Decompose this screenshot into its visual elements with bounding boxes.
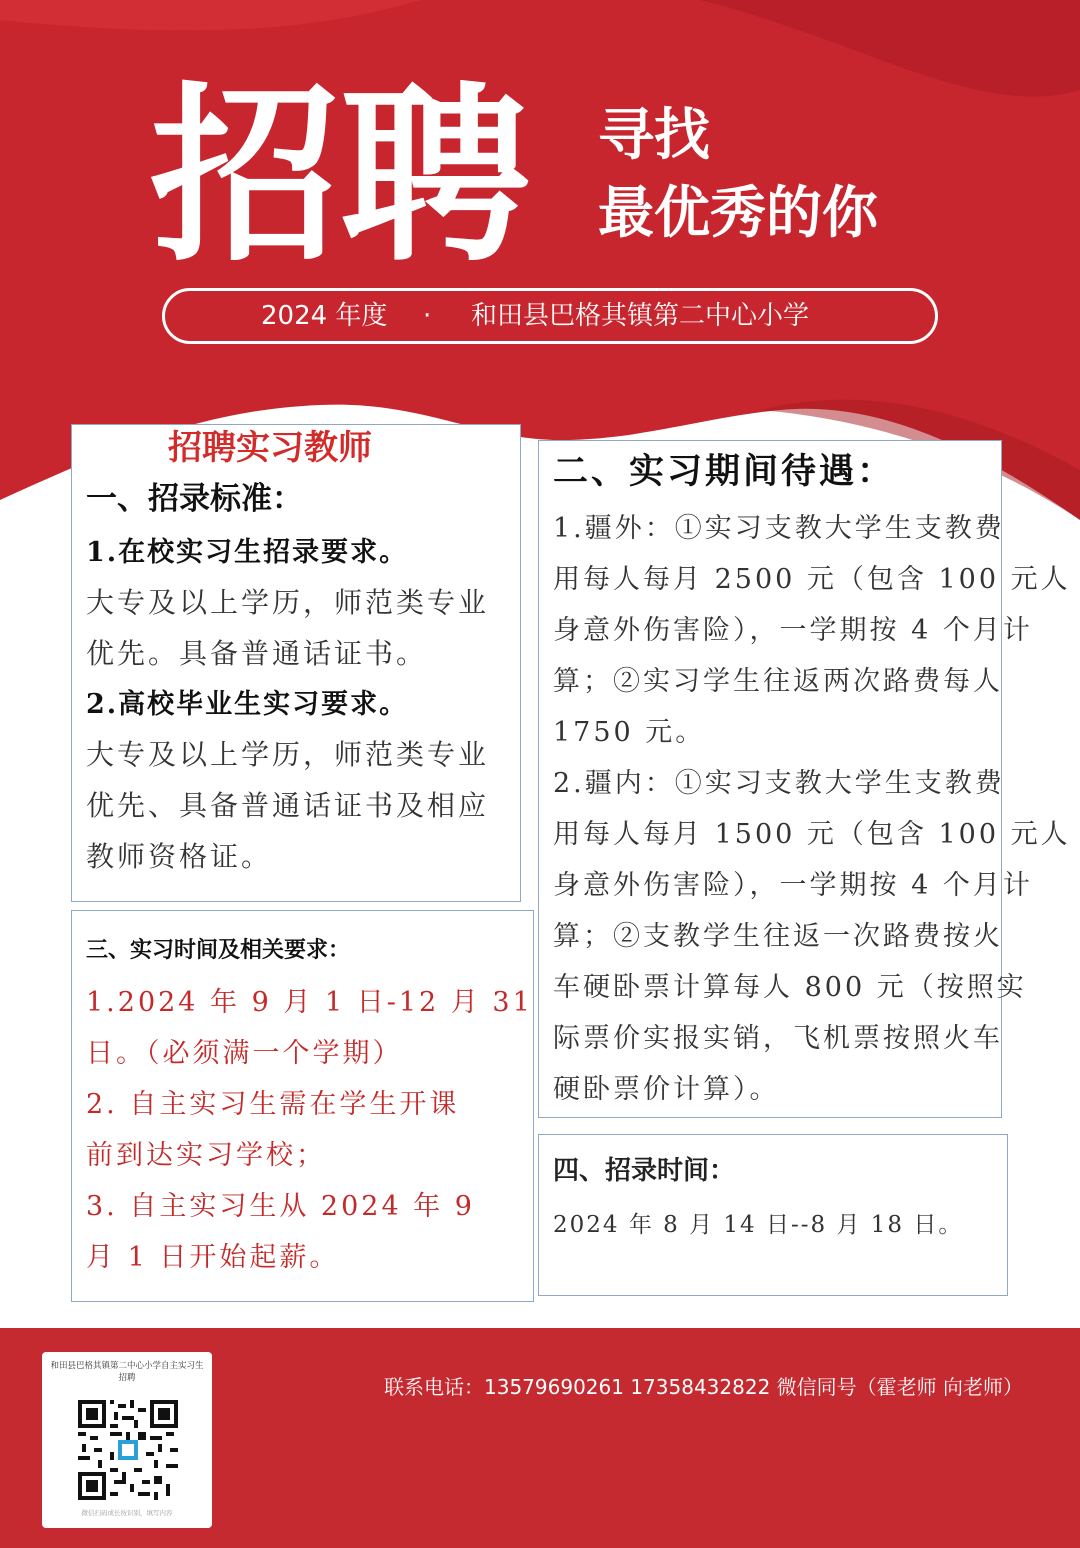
section2-line: 1.疆外：①实习支教大学生支教费 — [553, 513, 1005, 544]
section2-line: 2.疆内：①实习支教大学生支教费 — [553, 768, 1005, 799]
section1-body2-line3: 教师资格证。 — [86, 840, 273, 873]
banner-school-name: 和田县巴格其镇第二中心小学 — [471, 301, 810, 331]
section2-line: 用每人每月 2500 元（包含 100 元人 — [553, 564, 1071, 595]
section-recruitment-time — [538, 1134, 1008, 1296]
qr-hint: 微信扫码或长按识别，填写内容 — [81, 1509, 173, 1517]
section2-line: 硬卧票价计算）。 — [553, 1074, 780, 1105]
section3-line: 前到达实习学校； — [86, 1140, 326, 1171]
section4-heading: 四、招录时间： — [553, 1156, 736, 1186]
section-admission-standards — [71, 424, 521, 902]
section1-body2-line1: 大专及以上学历，师范类专业 — [86, 738, 490, 771]
section1-heading: 一、招录标准： — [86, 481, 303, 517]
section2-line: 1750 元。 — [553, 717, 706, 748]
section3-heading: 三、实习时间及相关要求： — [86, 937, 351, 963]
section3-line: 日。（必须满一个学期） — [86, 1038, 403, 1069]
banner-year: 2024 年度 — [261, 301, 388, 331]
qr-card[interactable] — [42, 1352, 212, 1528]
qr-code-icon[interactable] — [78, 1400, 178, 1500]
school-banner — [162, 288, 938, 344]
section2-line: 身意外伤害险），一学期按 4 个月计 — [553, 615, 1033, 646]
section2-line: 车硬卧票计算每人 800 元（按照实 — [553, 972, 1027, 1003]
section2-line: 算；②支教学生往返一次路费按火 — [553, 921, 1003, 952]
section3-line: 3. 自主实习生从 2024 年 9 — [86, 1191, 475, 1222]
hero-subtitle-line2: 最优秀的你 — [598, 181, 878, 246]
section3-line: 月 1 日开始起薪。 — [86, 1242, 340, 1273]
section1-body2-line2: 优先、具备普通话证书及相应 — [86, 789, 490, 822]
banner-separator: · — [423, 301, 432, 331]
section2-heading: 二、实习期间待遇： — [553, 452, 896, 492]
section1-body1-line2: 优先。具备普通话证书。 — [86, 637, 428, 670]
hero-title: 招聘 — [150, 66, 531, 287]
section2-line: 身意外伤害险），一学期按 4 个月计 — [553, 870, 1033, 901]
section1-body1-line1: 大专及以上学历，师范类专业 — [86, 586, 490, 619]
qr-caption: 和田县巴格其镇第二中心小学自主实习生招聘 — [50, 1361, 204, 1383]
section3-line: 2. 自主实习生需在学生开课 — [86, 1089, 460, 1120]
section3-line: 1.2024 年 9 月 1 日-12 月 31 — [86, 987, 533, 1018]
section2-line: 际票价实报实销，飞机票按照火车 — [553, 1023, 1003, 1054]
section-internship-time — [71, 910, 534, 1302]
section1-sub1: 1.在校实习生招录要求。 — [86, 537, 409, 568]
hero-subtitle-line1: 寻找 — [598, 103, 710, 168]
section-benefits — [538, 440, 1071, 1118]
contact-info: 联系电话：13579690261 17358432822 微信同号（霍老师 向老师） — [384, 1375, 1024, 1399]
section1-sub2: 2.高校毕业生实习要求。 — [86, 689, 409, 720]
section2-line: 算；②实习学生往返两次路费每人 — [553, 666, 1003, 697]
section4-body: 2024 年 8 月 14 日--8 月 18 日。 — [553, 1212, 964, 1238]
section1-title: 招聘实习教师 — [168, 428, 372, 468]
section2-line: 用每人每月 1500 元（包含 100 元人 — [553, 819, 1071, 850]
